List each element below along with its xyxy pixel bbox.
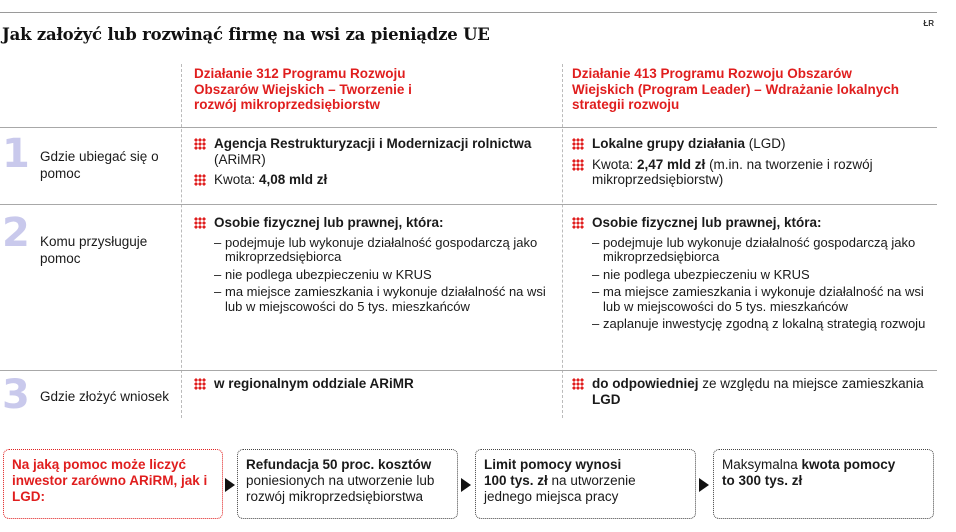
eligibility-condition: – nie podlega ubezpieczeniu w KRUS [572, 268, 927, 283]
max-amount-value: to 300 tys. zł [722, 473, 803, 488]
red-dot-grid-icon [194, 217, 206, 229]
right-triangle-arrow-icon [461, 478, 471, 492]
red-dot-grid-icon [194, 138, 206, 150]
list-item [572, 215, 927, 231]
right-triangle-arrow-icon [699, 478, 709, 492]
lgd-name: Lokalne grupy działania [592, 136, 746, 151]
row-where-submit [0, 370, 937, 430]
refund-heading: Refundacja 50 proc. kosztów [246, 457, 432, 472]
row3-col2-cell [572, 376, 927, 412]
row-label: Gdzie złożyć wniosek [40, 389, 170, 404]
row-where-apply [0, 127, 937, 204]
eligibility-condition: – ma miejsce zamieszkania i wykonuje działalność na wsi lub w miejscowości do 5 tys. mieszkańców [194, 285, 549, 314]
eligibility-heading: Osobie fizycznej lub prawnej, która: [214, 215, 444, 230]
row-number: 3 [2, 372, 30, 418]
page-title: Jak założyć lub rozwinąć firmę na wsi za pieniądze UE [2, 25, 490, 44]
limit-text: na utworzenie jednego miejsca pracy [484, 473, 636, 504]
red-dot-grid-icon [194, 174, 206, 186]
list-item [572, 376, 927, 407]
submit-lgd: LGD [592, 391, 621, 407]
summary-intro-text: Na jaką pomoc może liczyć inwestor zarówno ARiRM, jak i LGD: [12, 457, 208, 504]
limit-heading: Limit pomocy wynosi [484, 457, 622, 472]
row-who-eligible [0, 204, 937, 370]
list-item [194, 172, 549, 188]
row1-col1-cell [194, 136, 549, 193]
amount-value: 2,47 mld zł [637, 156, 706, 172]
row3-col1-cell [194, 376, 549, 397]
row2-col1-cell [194, 215, 549, 317]
refund-box [237, 449, 458, 519]
limit-box [475, 449, 696, 519]
row-number: 2 [2, 210, 30, 256]
agency-name: Agencja Restrukturyzacji i Modernizacji rolnictwa [214, 136, 532, 151]
lgd-abbr: (LGD) [745, 136, 786, 151]
max-amount-box [713, 449, 934, 519]
submit-place: do odpowiedniej [592, 376, 699, 391]
red-dot-grid-icon [194, 378, 206, 390]
eligibility-condition: – ma miejsce zamieszkania i wykonuje działalność na wsi lub w miejscowości do 5 tys. mieszkańców [572, 285, 927, 314]
list-item [572, 136, 927, 152]
red-dot-grid-icon [572, 217, 584, 229]
row2-col2-cell [572, 215, 927, 335]
eligibility-condition: – zaplanuje inwestycję zgodną z lokalną strategią rozwoju [572, 317, 927, 332]
author-credit: ŁR [923, 19, 934, 28]
eligibility-condition: – nie podlega ubezpieczeniu w KRUS [194, 268, 549, 283]
right-triangle-arrow-icon [225, 478, 235, 492]
row-label: Komu przysługuje pomoc [40, 234, 148, 266]
list-item [572, 157, 927, 188]
limit-value: 100 tys. zł [484, 473, 548, 488]
red-dot-grid-icon [572, 159, 584, 171]
max-amount-label: Maksymalna [722, 457, 802, 472]
amount-note: (m.in. na tworzenie i rozwój mikroprzedsiębiorstw) [592, 156, 873, 187]
list-item [194, 376, 549, 392]
max-amount-heading: kwota pomocy [801, 457, 896, 472]
agency-abbr: (ARiMR) [214, 151, 266, 167]
red-dot-grid-icon [572, 138, 584, 150]
column-header-312: Działanie 312 Programu Rozwoju Obszarów Wiejskich – Tworzenie i rozwój mikroprzedsiębiorstw [194, 66, 412, 112]
amount-label: Kwota: [592, 156, 638, 172]
submit-place: w regionalnym oddziale ARiMR [214, 376, 414, 391]
summary-intro-box [3, 449, 223, 519]
row-number: 1 [2, 131, 30, 177]
top-rule [0, 12, 937, 13]
eligibility-heading: Osobie fizycznej lub prawnej, która: [592, 215, 822, 230]
column-header-413: Działanie 413 Programu Rozwoju Obszarów Wiejskich (Program Leader) – Wdrażanie lokalnych strategii rozwoju [572, 66, 899, 112]
submit-note: ze względu na miejsce zamieszkania [698, 376, 924, 391]
row1-col2-cell [572, 136, 927, 193]
eligibility-condition: – podejmuje lub wykonuje działalność gospodarczą jako mikroprzedsiębiorca [194, 236, 549, 265]
refund-text: poniesionych na utworzenie lub rozwój mikroprzedsiębiorstwa [246, 473, 435, 504]
list-item [194, 136, 549, 167]
list-item [194, 215, 549, 231]
eligibility-condition: – podejmuje lub wykonuje działalność gospodarczą jako mikroprzedsiębiorca [572, 236, 927, 265]
red-dot-grid-icon [572, 378, 584, 390]
amount-value: 4,08 mld zł [259, 172, 328, 187]
row-label: Gdzie ubiegać się o pomoc [40, 149, 159, 181]
amount-label: Kwota: [214, 172, 260, 187]
